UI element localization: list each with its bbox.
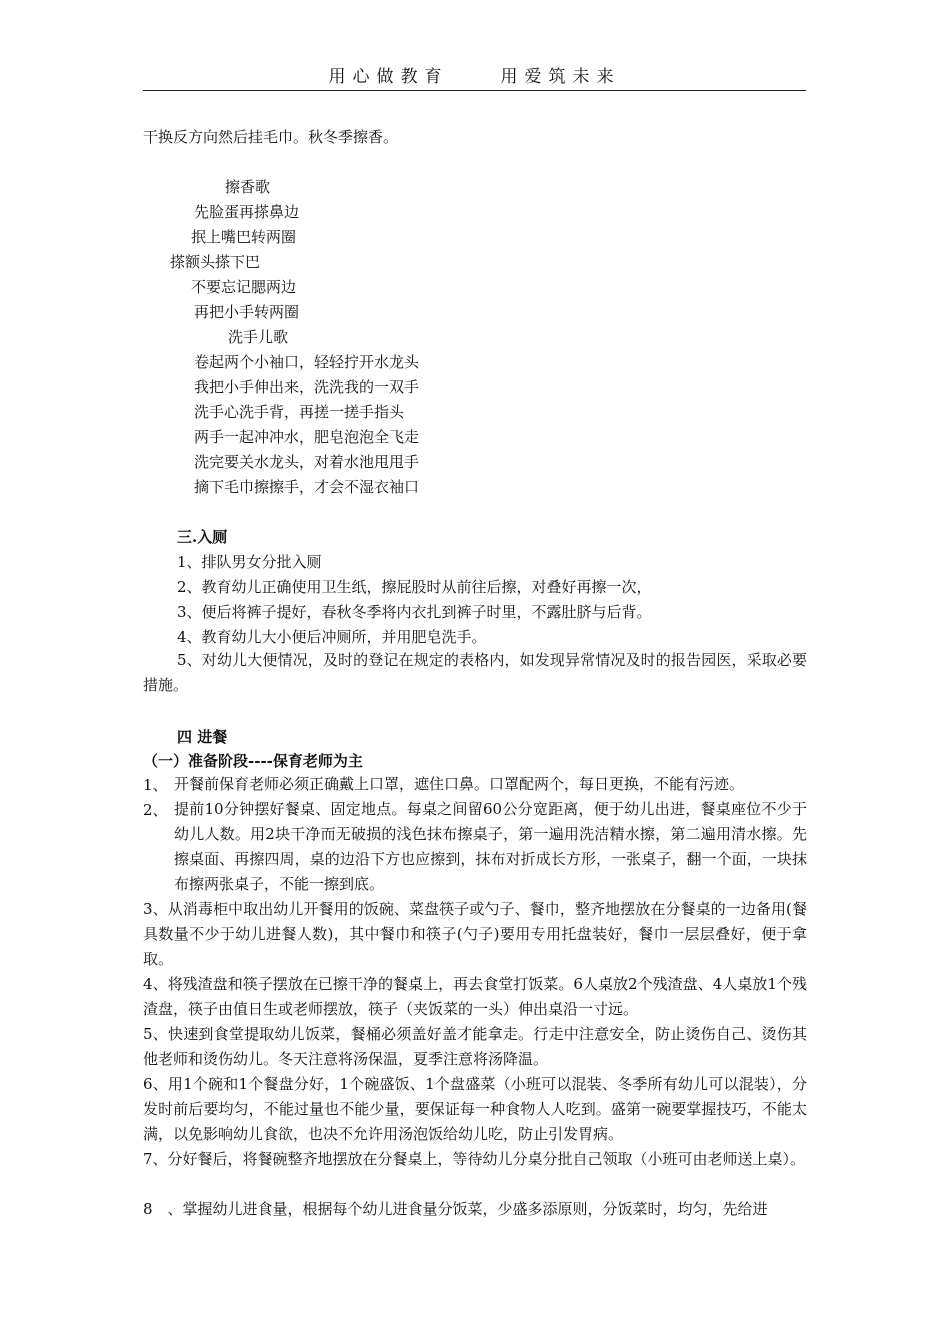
poem-line: 再把小手转两圈 — [194, 303, 300, 321]
poem-line: 先脸蛋再搽鼻边 — [194, 203, 300, 221]
list-item: 1、排队男女分批入厕 — [177, 553, 322, 571]
header-motto-left: 用心做教育 — [328, 67, 449, 87]
list-item: 8 、掌握幼儿进食量，根据每个幼儿进食量分饭菜，少盛多添原则，分饭菜时，均匀，先给进 — [143, 1200, 768, 1218]
intro-line: 干换反方向然后挂毛巾。秋冬季擦香。 — [143, 128, 399, 146]
list-item: 5、对幼儿大便情况，及时的登记在规定的表格内，如发现异常情况及时的报告园医，采取必要措施。 — [143, 651, 807, 694]
poem-line: 我把小手伸出来，洗洗我的一双手 — [194, 378, 420, 396]
header-motto-right: 用爱筑未来 — [500, 67, 621, 87]
poem-line: 洗完要关水龙头，对着水池甩甩手 — [194, 453, 420, 471]
item-number: 2、 — [143, 801, 168, 819]
item-number: 1、 — [143, 776, 168, 794]
poem-line: 不要忘记腮两边 — [191, 278, 297, 296]
list-item: 3、从消毒柜中取出幼儿开餐用的饭碗、菜盘筷子或勺子、餐巾，整齐地摆放在分餐桌的一边备用(餐具数量不少于幼儿进餐人数)，其中餐巾和筷子(勺子)要用专用托盘装好，餐巾一层层叠好，便于拿取。 — [143, 900, 807, 968]
list-item: 2、教育幼儿正确使用卫生纸，擦屁股时从前往后擦，对叠好再擦一次， — [177, 578, 652, 596]
section-subheading: （一）准备阶段----保育老师为主 — [143, 752, 363, 770]
list-item: 4、教育幼儿大小便后冲厕所，并用肥皂洗手。 — [177, 628, 487, 646]
list-item: 4、将残渣盘和筷子摆放在已擦干净的餐桌上，再去食堂打饭菜。6人桌放2个残渣盘、4人桌放1个残渣盘，筷子由值日生或老师摆放，筷子（夹饭菜的一头）伸出桌沿一寸远。 — [143, 975, 807, 1018]
poem-title: 擦香歌 — [225, 178, 271, 196]
list-item: 6、用1个碗和1个餐盘分好，1个碗盛饭、1个盘盛菜（小班可以混装、冬季所有幼儿可以混装），分发时前后要均匀，不能过量也不能少量，要保证每一种食物人人吃到。盛第一碗要掌握技巧，不能太满，以免影响幼儿食欲，也决不允许用汤泡饭给幼儿吃，防止引发胃病。 — [143, 1075, 807, 1143]
poem-line: 摘下毛巾擦擦手，才会不湿衣袖口 — [194, 478, 420, 496]
poem-line: 洗手心洗手背，再搓一搓手指头 — [194, 403, 405, 421]
section-heading: 四 进餐 — [177, 728, 228, 746]
list-item: 7、分好餐后，将餐碗整齐地摆放在分餐桌上，等待幼儿分桌分批自己领取（小班可由老师送上桌）。 — [143, 1150, 806, 1168]
poem-line: 两手一起冲冲水，肥皂泡泡全飞走 — [194, 428, 420, 446]
list-item: 提前10分钟摆好餐桌、固定地点。每桌之间留60公分宽距离，便于幼儿出进，餐桌座位不少于幼儿人数。用2块干净而无破损的浅色抹布擦桌子，第一遍用洗洁精水擦，第二遍用清水擦。先擦桌面、再擦四周，桌的边沿下方也应擦到，抹布对折成长方形，一张桌子，翻一个面，一块抹布擦两张桌子，不能一擦到底。 — [174, 800, 807, 893]
page-header — [143, 66, 806, 91]
poem-title: 洗手儿歌 — [228, 328, 289, 346]
list-item: 3、便后将裤子提好，春秋冬季将内衣扎到裤子时里，不露肚脐与后背。 — [177, 603, 652, 621]
list-item: 开餐前保育老师必须正确戴上口罩，遮住口鼻。口罩配两个，每日更换，不能有污迹。 — [174, 775, 745, 793]
poem-line: 卷起两个小袖口，轻轻拧开水龙头 — [194, 353, 420, 371]
list-item: 5、快速到食堂提取幼儿饭菜，餐桶必须盖好盖才能拿走。行走中注意安全，防止烫伤自己、烫伤其他老师和烫伤幼儿。冬天注意将汤保温，夏季注意将汤降温。 — [143, 1025, 807, 1068]
poem-line: 搽额头搽下巴 — [170, 253, 261, 271]
section-heading: 三.入厕 — [177, 528, 228, 546]
poem-line: 抿上嘴巴转两圈 — [191, 228, 297, 246]
